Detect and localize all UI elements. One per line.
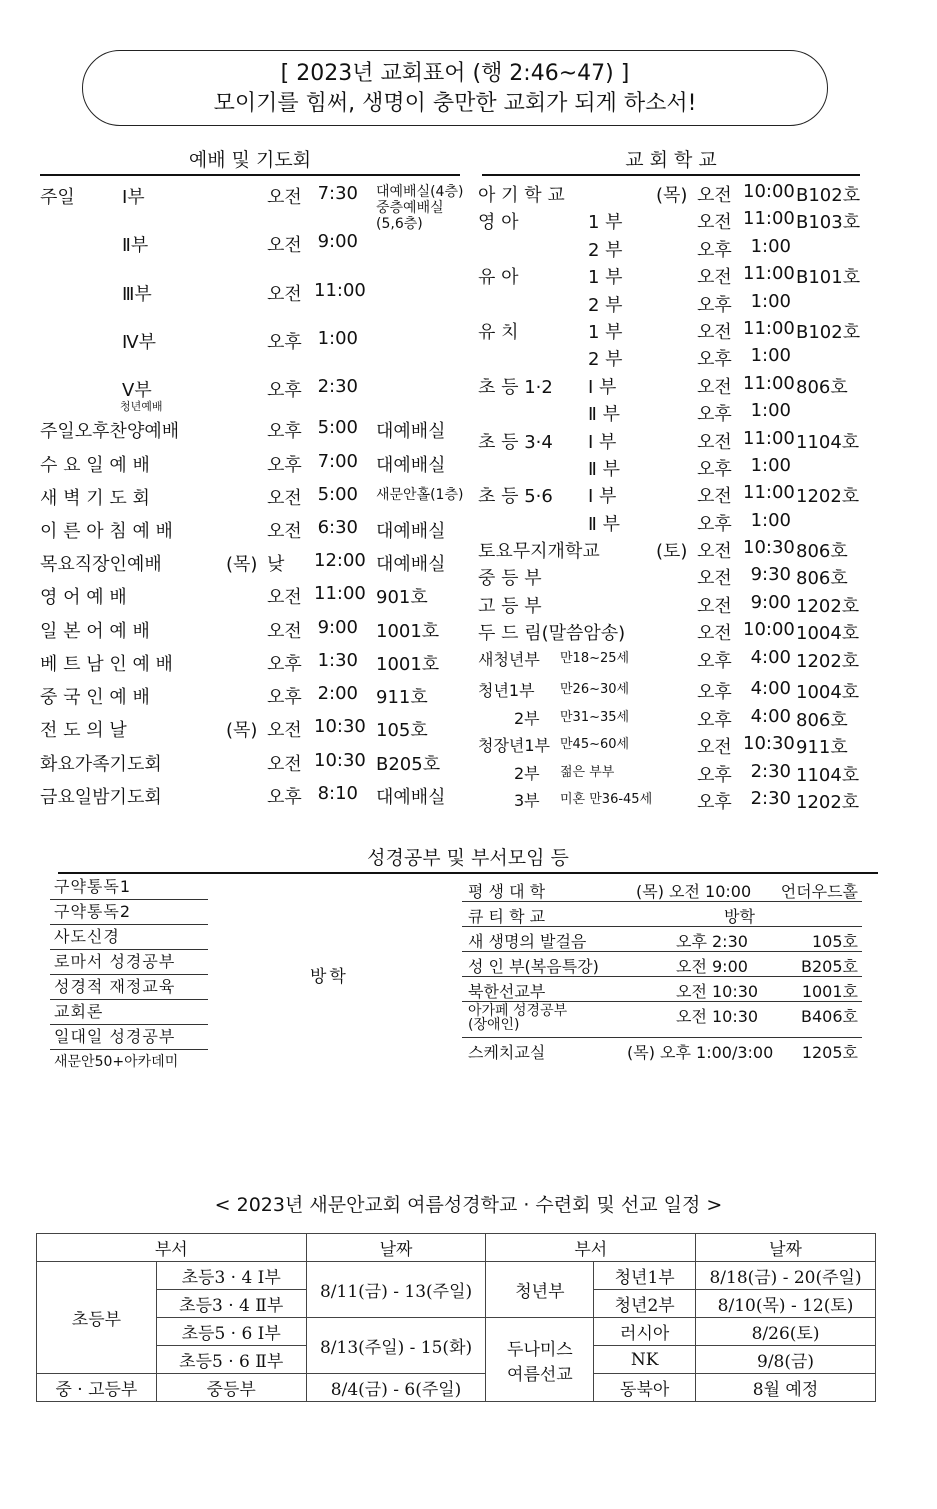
school-room: 1104호: [796, 432, 860, 453]
school-row: [478, 564, 868, 591]
worship-ampm: 낮: [267, 554, 285, 575]
school-time: 1:00: [750, 291, 791, 312]
school-row: [478, 263, 868, 290]
school-ampm: 오전: [697, 568, 732, 589]
study-name: 아가페 성경공부 (장애인): [468, 1003, 568, 1033]
school-time: 11:00: [743, 318, 795, 339]
study-left-list: [50, 875, 208, 1075]
school-ampm: 오후: [697, 792, 732, 813]
worship-service: Ⅴ부: [122, 380, 152, 401]
worship-row: [40, 583, 460, 611]
dept-cell: 초등5 · 6 Ⅱ부: [156, 1346, 306, 1374]
worship-time: 7:00: [317, 451, 358, 472]
worship-time: 1:30: [317, 650, 358, 671]
school-age: 젊은 부부: [560, 765, 615, 780]
worship-place: 901호: [376, 587, 428, 608]
school-time: 1:00: [750, 455, 791, 476]
study-name: 스케치교실: [468, 1043, 546, 1062]
worship-ampm: 오전: [267, 587, 302, 608]
worship-place: 대예배실: [376, 787, 446, 808]
worship-time: 5:00: [317, 484, 358, 505]
school-row: [478, 373, 868, 400]
worship-day: (목): [226, 720, 258, 741]
study-row: [462, 952, 862, 977]
date-cell: 8/4(금) - 6(주일): [306, 1374, 486, 1402]
study-name: 북한선교부: [468, 982, 546, 1001]
school-row: [478, 400, 868, 427]
school-ampm: 오전: [697, 486, 732, 507]
worship-ampm: 오전: [267, 521, 302, 542]
summer-schedule-title: < 2023년 새문안교회 여름성경학교 · 수련회 및 선교 일정 >: [214, 1194, 723, 1216]
study-place: B205호: [801, 957, 858, 976]
group-elementary: 초등부: [37, 1262, 157, 1374]
school-class: 2 부: [588, 295, 623, 316]
school-class: Ⅱ 부: [588, 459, 620, 480]
school-ampm: 오전: [697, 541, 732, 562]
school-name: 청장년1부: [478, 736, 551, 755]
table-row: [37, 1262, 876, 1290]
school-room: 1202호: [796, 792, 860, 813]
school-age: 만18~25세: [560, 651, 630, 666]
school-time: 10:30: [743, 733, 795, 754]
motto-line-1: [ 2023년 교회표어 (행 2:46~47) ]: [280, 61, 630, 86]
school-time: 4:00: [750, 706, 791, 727]
dept-cell: 초등3 · 4 Ⅱ부: [156, 1290, 306, 1318]
school-age: 만26~30세: [560, 682, 630, 697]
worship-row: [40, 617, 460, 645]
school-row: [478, 647, 868, 674]
school-row: [478, 706, 868, 733]
school-row: [478, 733, 868, 760]
school-ampm: 오후: [697, 710, 732, 731]
worship-place: 대예배실: [376, 421, 446, 442]
school-row: [478, 788, 868, 815]
school-room: 1202호: [796, 596, 860, 617]
dept-cell: 러시아: [594, 1318, 696, 1346]
study-section-title: 성경공부 및 부서모임 등: [58, 843, 878, 874]
dept-cell: 중등부: [156, 1374, 306, 1402]
worship-service: Ⅲ부: [122, 284, 152, 305]
date-cell: 8월 예정: [696, 1374, 876, 1402]
worship-time: 2:30: [317, 376, 358, 397]
school-ampm: 오전: [697, 212, 732, 233]
school-age: 만45~60세: [560, 737, 630, 752]
school-row: [478, 510, 868, 537]
worship-time: 1:00: [317, 328, 358, 349]
school-class: Ⅰ 부: [588, 486, 617, 507]
motto-line-2: 모이기를 힘써, 생명이 충만한 교회가 되게 하소서!: [213, 91, 697, 116]
study-when: 오전 10:30: [676, 1007, 759, 1026]
worship-row: [40, 451, 460, 479]
worship-ampm: 오전: [267, 720, 302, 741]
worship-time: 7:30: [317, 183, 358, 204]
date-cell: 8/10(목) - 12(토): [696, 1290, 876, 1318]
school-section-title: 교 회 학 교: [482, 145, 860, 176]
worship-place: 대예배실(4층) 중층예배실 (5,6층): [376, 184, 464, 232]
worship-section-title: 예배 및 기도회: [40, 145, 460, 176]
school-ampm: 오전: [697, 322, 732, 343]
worship-name: 새 벽 기 도 회: [40, 488, 150, 509]
worship-row: [40, 183, 464, 232]
header-dept: 부서: [37, 1234, 307, 1262]
dept-cell: 초등3 · 4 Ⅰ부: [156, 1262, 306, 1290]
school-ampm: 오전: [697, 267, 732, 288]
school-time: 11:00: [743, 373, 795, 394]
school-time: 1:00: [750, 236, 791, 257]
worship-ampm: 오전: [267, 235, 302, 256]
worship-time: 5:00: [317, 417, 358, 438]
school-room: B103호: [796, 212, 861, 233]
study-when: 오전 9:00: [676, 957, 748, 976]
school-name: 두 드 림(말씀암송): [478, 623, 626, 644]
worship-row: [40, 328, 460, 356]
worship-name: 이 른 아 침 예 배: [40, 521, 173, 542]
study-place: 언더우드홀: [780, 882, 858, 901]
study-item: 구약통독2: [50, 900, 208, 925]
worship-place: 1001호: [376, 621, 440, 642]
school-class: Ⅱ 부: [588, 404, 620, 425]
summer-schedule-table: [36, 1233, 876, 1402]
worship-ampm: 오후: [267, 787, 302, 808]
worship-note: 청년예배: [120, 400, 163, 413]
school-time: 2:30: [750, 788, 791, 809]
study-item: 성경적 재정교육: [50, 975, 208, 1000]
worship-row: [40, 783, 460, 811]
school-name: 고 등 부: [478, 596, 542, 617]
school-time: 1:00: [750, 400, 791, 421]
school-ampm: 오전: [697, 377, 732, 398]
school-time: 11:00: [743, 208, 795, 229]
school-ampm: 오전: [697, 432, 732, 453]
school-ampm: 오전: [697, 737, 732, 758]
worship-ampm: 오후: [267, 687, 302, 708]
school-ampm: 오후: [697, 349, 732, 370]
school-row: [478, 208, 868, 235]
study-item: 새문안50+아카데미: [54, 1054, 179, 1070]
worship-time: 10:30: [314, 750, 366, 771]
worship-name: 화요가족기도회: [40, 754, 162, 775]
header-dept-2: 부서: [486, 1234, 696, 1262]
school-name: 아 기 학 교: [478, 185, 565, 206]
worship-ampm: 오후: [267, 421, 302, 442]
worship-ampm: 오후: [267, 380, 302, 401]
school-name: 유 아: [478, 267, 519, 288]
worship-place: 대예배실: [376, 521, 446, 542]
study-item: 구약통독1: [50, 875, 208, 900]
school-row: [478, 482, 868, 509]
school-name: 초 등 1·2: [478, 377, 553, 398]
study-item: 사도신경: [50, 925, 208, 950]
worship-time: 8:10: [317, 783, 358, 804]
school-row: [478, 678, 868, 705]
school-row: [478, 592, 868, 619]
worship-ampm: 오전: [267, 284, 302, 305]
school-name: 3부: [514, 791, 540, 810]
worship-name: 목요직장인예배: [40, 554, 162, 575]
school-time: 4:00: [750, 647, 791, 668]
worship-time: 6:30: [317, 517, 358, 538]
group-mission: [486, 1318, 594, 1402]
school-name: 토요무지개학교: [478, 541, 600, 562]
school-row: [478, 455, 868, 482]
dept-cell: 동북아: [594, 1374, 696, 1402]
school-ampm: 오후: [697, 240, 732, 261]
school-room: 806호: [796, 541, 848, 562]
school-room: 1202호: [796, 651, 860, 672]
school-time: 4:00: [750, 678, 791, 699]
study-when: 방학: [724, 907, 755, 926]
school-name: 중 등 부: [478, 568, 542, 589]
worship-name: 금요일밤기도회: [40, 787, 162, 808]
dept-cell: 초등5 · 6 Ⅰ부: [156, 1318, 306, 1346]
worship-time: 11:00: [314, 583, 366, 604]
worship-row: [40, 280, 460, 308]
school-room: 1104호: [796, 765, 860, 786]
worship-ampm: 오전: [267, 488, 302, 509]
table-row: [37, 1318, 876, 1346]
school-row: [478, 236, 868, 263]
school-room: 806호: [796, 568, 848, 589]
school-time: 11:00: [743, 482, 795, 503]
worship-name: 영 어 예 배: [40, 587, 127, 608]
school-row: [478, 345, 868, 372]
worship-name: 주일오후찬양예배: [40, 421, 180, 442]
study-row: [462, 902, 862, 927]
worship-service: Ⅳ부: [122, 332, 156, 353]
school-room: 806호: [796, 710, 848, 731]
worship-time: 9:00: [317, 617, 358, 638]
study-name: 평 생 대 학: [468, 882, 546, 901]
dept-cell: 청년1부: [594, 1262, 696, 1290]
school-name: 새청년부: [478, 650, 540, 669]
school-row: [478, 537, 868, 564]
school-ampm: 오전: [697, 623, 732, 644]
worship-place: 대예배실: [376, 554, 446, 575]
study-when: (목) 오전 10:00: [636, 882, 752, 901]
date-cell: 8/18(금) - 20(주일): [696, 1262, 876, 1290]
worship-place: 대예배실: [376, 455, 446, 476]
worship-row: [40, 417, 460, 445]
school-time: 9:00: [750, 592, 791, 613]
worship-row: [40, 683, 460, 711]
school-time: 10:00: [743, 181, 795, 202]
school-class: 2 부: [588, 240, 623, 261]
worship-name: 주일: [40, 187, 75, 208]
school-name: 청년1부: [478, 681, 535, 700]
study-when: 오후 2:30: [676, 932, 748, 951]
school-room: 1004호: [796, 623, 860, 644]
worship-row: [40, 376, 460, 413]
school-room: B102호: [796, 185, 861, 206]
date-cell: 9/8(금): [696, 1346, 876, 1374]
school-name: 유 치: [478, 322, 519, 343]
school-row: [478, 181, 868, 208]
study-row: [462, 1002, 862, 1038]
school-time: 9:30: [750, 564, 791, 585]
dept-cell: 청년2부: [594, 1290, 696, 1318]
school-room: 911호: [796, 737, 848, 758]
study-place: 1001호: [801, 982, 858, 1001]
school-name: 2부: [514, 764, 540, 783]
worship-place: 1001호: [376, 654, 440, 675]
school-ampm: 오후: [697, 295, 732, 316]
school-time: 10:30: [743, 537, 795, 558]
group-mission-line-2: 여름선교: [507, 1364, 573, 1385]
study-place: 105호: [812, 932, 858, 951]
worship-row: [40, 650, 460, 678]
school-ampm: 오후: [697, 765, 732, 786]
school-time: 1:00: [750, 345, 791, 366]
worship-place: 새문안홀(1층): [376, 487, 464, 503]
study-item: 로마서 성경공부: [50, 950, 208, 975]
group-secondary: 중 · 고등부: [37, 1374, 157, 1402]
worship-ampm: 오후: [267, 654, 302, 675]
school-class: Ⅰ 부: [588, 432, 617, 453]
group-mission-line-1: 두나미스: [507, 1339, 573, 1360]
worship-name: 일 본 어 예 배: [40, 621, 150, 642]
study-row: [462, 1038, 862, 1063]
worship-name: 전 도 의 날: [40, 720, 127, 741]
school-ampm: 오전: [697, 596, 732, 617]
worship-service: Ⅰ부: [122, 187, 145, 208]
study-right-list: [462, 877, 862, 1063]
school-name: 2부: [514, 709, 540, 728]
date-cell: 8/11(금) - 13(주일): [306, 1262, 486, 1318]
school-ampm: 오후: [697, 651, 732, 672]
study-item: 일대일 성경공부: [50, 1025, 208, 1050]
worship-place: 911호: [376, 687, 428, 708]
header-date: 날짜: [306, 1234, 486, 1262]
school-name: 초 등 5·6: [478, 486, 553, 507]
school-class: Ⅰ 부: [588, 377, 617, 398]
worship-day: (목): [226, 554, 258, 575]
worship-row: [40, 550, 460, 578]
date-cell: 8/26(토): [696, 1318, 876, 1346]
worship-name: 중 국 인 예 배: [40, 687, 150, 708]
school-time: 2:30: [750, 761, 791, 782]
school-class: 1 부: [588, 212, 623, 233]
school-room: B101호: [796, 267, 861, 288]
worship-time: 2:00: [317, 683, 358, 704]
study-left-status: 방학: [310, 967, 349, 987]
study-when: (목) 오후 1:00/3:00: [627, 1043, 774, 1062]
study-row: [462, 977, 862, 1002]
school-row: [478, 619, 868, 646]
school-time: 11:00: [743, 263, 795, 284]
school-day: (목): [656, 185, 688, 206]
school-room: 1004호: [796, 682, 860, 703]
date-cell: 8/13(주일) - 15(화): [306, 1318, 486, 1374]
study-when: 오전 10:30: [676, 982, 759, 1001]
worship-row: [40, 231, 460, 259]
worship-time: 9:00: [317, 231, 358, 252]
worship-time: 12:00: [314, 550, 366, 571]
school-name: 영 아: [478, 212, 519, 233]
worship-ampm: 오후: [267, 455, 302, 476]
school-class: Ⅱ 부: [588, 514, 620, 535]
study-place: B406호: [801, 1007, 858, 1026]
motto-box: [82, 50, 828, 126]
school-row: [478, 428, 868, 455]
study-name: 새 생명의 발걸음: [468, 932, 587, 951]
school-row: [478, 291, 868, 318]
worship-time: 10:30: [314, 716, 366, 737]
worship-place: 105호: [376, 720, 428, 741]
table-header-row: [37, 1234, 876, 1262]
worship-name: 베 트 남 인 예 배: [40, 654, 173, 675]
worship-ampm: 오전: [267, 621, 302, 642]
study-place: 1205호: [801, 1043, 858, 1062]
table-row: [37, 1374, 876, 1402]
worship-ampm: 오전: [267, 187, 302, 208]
study-row: [462, 927, 862, 952]
school-time: 11:00: [743, 428, 795, 449]
worship-row: [40, 716, 460, 744]
school-ampm: 오후: [697, 682, 732, 703]
study-row: [462, 877, 862, 902]
school-room: 806호: [796, 377, 848, 398]
school-ampm: 오후: [697, 459, 732, 480]
study-name: 큐 티 학 교: [468, 907, 546, 926]
school-day: (토): [656, 541, 688, 562]
header-date-2: 날짜: [696, 1234, 876, 1262]
school-row: [478, 318, 868, 345]
school-ampm: 오후: [697, 404, 732, 425]
worship-row: [40, 484, 464, 512]
study-name: 성 인 부(복음특강): [468, 957, 599, 976]
worship-row: [40, 750, 460, 778]
school-time: 10:00: [743, 619, 795, 640]
school-ampm: 오전: [697, 185, 732, 206]
school-ampm: 오후: [697, 514, 732, 535]
group-youth: 청년부: [486, 1262, 594, 1318]
school-class: 1 부: [588, 267, 623, 288]
school-class: 1 부: [588, 322, 623, 343]
school-class: 2 부: [588, 349, 623, 370]
school-name: 초 등 3·4: [478, 432, 553, 453]
school-time: 1:00: [750, 510, 791, 531]
school-age: 만31~35세: [560, 710, 630, 725]
worship-ampm: 오전: [267, 754, 302, 775]
school-room: 1202호: [796, 486, 860, 507]
dept-cell: NK: [594, 1346, 696, 1374]
worship-place: B205호: [376, 754, 441, 775]
worship-row: [40, 517, 460, 545]
worship-time: 11:00: [314, 280, 366, 301]
worship-service: Ⅱ부: [122, 235, 149, 256]
worship-ampm: 오후: [267, 332, 302, 353]
study-item: 교회론: [50, 1000, 208, 1025]
school-row: [478, 761, 868, 788]
school-room: B102호: [796, 322, 861, 343]
worship-name: 수 요 일 예 배: [40, 455, 150, 476]
school-age: 미혼 만36-45세: [560, 792, 653, 807]
